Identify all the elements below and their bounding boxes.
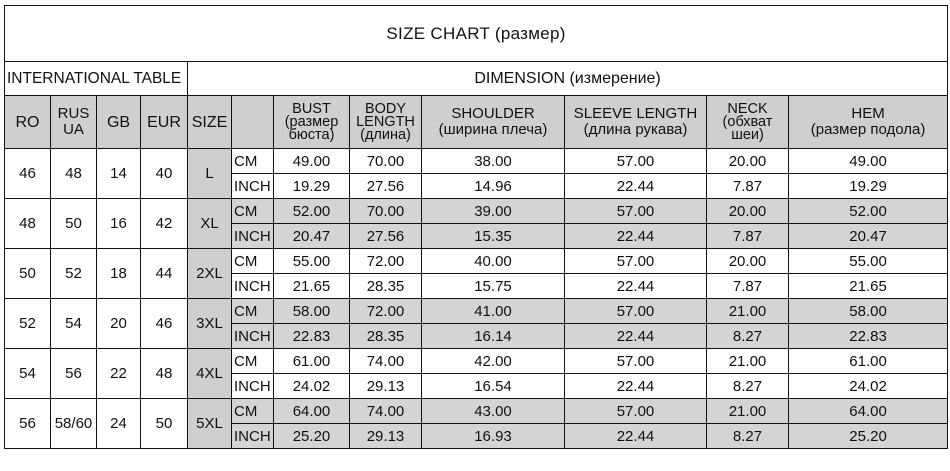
unit-cell: INCH <box>232 274 274 299</box>
table-row <box>5 199 948 224</box>
header-unit <box>232 96 274 149</box>
header-shoulder-line1: SHOULDER <box>451 105 535 122</box>
unit-cell: INCH <box>232 374 274 399</box>
header-rus-ua <box>51 96 97 149</box>
hem-cell: 64.00 <box>789 399 948 424</box>
table-row <box>5 349 948 374</box>
shoulder-cell: 38.00 <box>422 149 565 174</box>
bust-cell: 21.65 <box>274 274 350 299</box>
neck-cell: 8.27 <box>707 424 789 449</box>
header-hem <box>789 96 948 149</box>
eur-cell: 42 <box>141 199 188 249</box>
sleeve-length-cell: 57.00 <box>565 199 707 224</box>
unit-cell: CM <box>232 199 274 224</box>
header-hem-line2: (размер подола) <box>810 121 926 138</box>
sleeve-length-cell: 22.44 <box>565 424 707 449</box>
unit-cell: CM <box>232 349 274 374</box>
body-length-cell: 29.13 <box>350 374 422 399</box>
gb-cell: 18 <box>97 249 141 299</box>
unit-cell: INCH <box>232 224 274 249</box>
neck-cell: 8.27 <box>707 324 789 349</box>
header-body-length-line2: LENGTH <box>356 113 415 130</box>
header-hem-line1: HEM <box>851 105 885 122</box>
neck-cell: 20.00 <box>707 249 789 274</box>
rus-ua-cell: 54 <box>51 299 97 349</box>
unit-cell: CM <box>232 299 274 324</box>
body-length-cell: 70.00 <box>350 149 422 174</box>
shoulder-cell: 39.00 <box>422 199 565 224</box>
sleeve-length-cell: 57.00 <box>565 149 707 174</box>
neck-cell: 20.00 <box>707 199 789 224</box>
body-length-cell: 27.56 <box>350 224 422 249</box>
ro-cell: 50 <box>5 249 51 299</box>
header-bust-line1: BUST <box>292 100 331 117</box>
header-body-length-line3: (длина) <box>360 126 411 143</box>
header-ro: RO <box>5 96 51 149</box>
sleeve-length-cell: 22.44 <box>565 274 707 299</box>
shoulder-cell: 42.00 <box>422 349 565 374</box>
body-length-cell: 28.35 <box>350 274 422 299</box>
size-cell: 4XL <box>188 349 232 399</box>
body-length-cell: 74.00 <box>350 349 422 374</box>
size-cell: 5XL <box>188 399 232 449</box>
table-row <box>5 149 948 174</box>
hem-cell: 24.02 <box>789 374 948 399</box>
size-cell: 2XL <box>188 249 232 299</box>
header-neck-line3: шеи) <box>731 126 764 143</box>
shoulder-cell: 40.00 <box>422 249 565 274</box>
header-bust-line2: (размер <box>284 113 339 130</box>
rus-ua-cell: 52 <box>51 249 97 299</box>
shoulder-cell: 16.93 <box>422 424 565 449</box>
hem-cell: 20.47 <box>789 224 948 249</box>
shoulder-cell: 16.14 <box>422 324 565 349</box>
rus-ua-cell: 48 <box>51 149 97 199</box>
header-body-length-line1: BODY <box>364 100 407 117</box>
bust-cell: 24.02 <box>274 374 350 399</box>
header-size: SIZE <box>188 96 232 149</box>
rus-ua-cell: 50 <box>51 199 97 249</box>
size-chart-table <box>4 5 948 449</box>
gb-cell: 22 <box>97 349 141 399</box>
header-neck-line2: (обхват <box>722 113 773 130</box>
size-chart <box>4 5 947 449</box>
header-sleeve-length-line1: SLEEVE LENGTH <box>573 105 698 122</box>
header-bust-line3: бюста) <box>288 126 335 143</box>
ro-cell: 46 <box>5 149 51 199</box>
neck-cell: 7.87 <box>707 274 789 299</box>
bust-cell: 49.00 <box>274 149 350 174</box>
header-shoulder-line2: (ширина плеча) <box>438 121 548 138</box>
body-length-cell: 29.13 <box>350 424 422 449</box>
header-gb: GB <box>97 96 141 149</box>
bust-cell: 64.00 <box>274 399 350 424</box>
bust-cell: 52.00 <box>274 199 350 224</box>
table-row <box>5 399 948 424</box>
body-length-cell: 72.00 <box>350 249 422 274</box>
hem-cell: 52.00 <box>789 199 948 224</box>
hem-cell: 49.00 <box>789 149 948 174</box>
unit-cell: CM <box>232 399 274 424</box>
sleeve-length-cell: 22.44 <box>565 174 707 199</box>
unit-cell: INCH <box>232 424 274 449</box>
header-eur: EUR <box>141 96 188 149</box>
sleeve-length-cell: 22.44 <box>565 324 707 349</box>
sleeve-length-cell: 57.00 <box>565 399 707 424</box>
body-length-cell: 27.56 <box>350 174 422 199</box>
neck-cell: 7.87 <box>707 224 789 249</box>
size-cell: 3XL <box>188 299 232 349</box>
header-neck <box>707 96 789 149</box>
hem-cell: 22.83 <box>789 324 948 349</box>
sleeve-length-cell: 57.00 <box>565 249 707 274</box>
unit-cell: CM <box>232 249 274 274</box>
hem-cell: 21.65 <box>789 274 948 299</box>
bust-cell: 58.00 <box>274 299 350 324</box>
header-rus-ua-line1: RUS <box>57 105 90 122</box>
bust-cell: 25.20 <box>274 424 350 449</box>
chart-title: SIZE CHART (размер) <box>5 6 948 62</box>
bust-cell: 55.00 <box>274 249 350 274</box>
hem-cell: 58.00 <box>789 299 948 324</box>
body-length-cell: 28.35 <box>350 324 422 349</box>
header-bust <box>274 96 350 149</box>
shoulder-cell: 15.35 <box>422 224 565 249</box>
bust-cell: 61.00 <box>274 349 350 374</box>
header-rus-ua-line2: UA <box>63 121 84 138</box>
sleeve-length-cell: 22.44 <box>565 374 707 399</box>
neck-cell: 7.87 <box>707 174 789 199</box>
unit-cell: INCH <box>232 174 274 199</box>
international-table-label: INTERNATIONAL TABLE <box>5 62 188 96</box>
body-length-cell: 72.00 <box>350 299 422 324</box>
neck-cell: 8.27 <box>707 374 789 399</box>
ro-cell: 54 <box>5 349 51 399</box>
neck-cell: 21.00 <box>707 299 789 324</box>
unit-cell: CM <box>232 149 274 174</box>
hem-cell: 55.00 <box>789 249 948 274</box>
ro-cell: 48 <box>5 199 51 249</box>
neck-cell: 21.00 <box>707 399 789 424</box>
table-row <box>5 249 948 274</box>
header-body-length <box>350 96 422 149</box>
shoulder-cell: 16.54 <box>422 374 565 399</box>
gb-cell: 20 <box>97 299 141 349</box>
eur-cell: 44 <box>141 249 188 299</box>
body-length-cell: 70.00 <box>350 199 422 224</box>
eur-cell: 46 <box>141 299 188 349</box>
header-sleeve-length-line2: (длина рукава) <box>583 121 688 138</box>
bust-cell: 20.47 <box>274 224 350 249</box>
gb-cell: 16 <box>97 199 141 249</box>
ro-cell: 56 <box>5 399 51 449</box>
eur-cell: 50 <box>141 399 188 449</box>
sleeve-length-cell: 57.00 <box>565 299 707 324</box>
hem-cell: 25.20 <box>789 424 948 449</box>
header-neck-line1: NECK <box>727 100 768 117</box>
sleeve-length-cell: 22.44 <box>565 224 707 249</box>
hem-cell: 61.00 <box>789 349 948 374</box>
size-cell: XL <box>188 199 232 249</box>
header-sleeve-length <box>565 96 707 149</box>
hem-cell: 19.29 <box>789 174 948 199</box>
gb-cell: 24 <box>97 399 141 449</box>
header-shoulder <box>422 96 565 149</box>
size-cell: L <box>188 149 232 199</box>
bust-cell: 19.29 <box>274 174 350 199</box>
shoulder-cell: 43.00 <box>422 399 565 424</box>
body-length-cell: 74.00 <box>350 399 422 424</box>
eur-cell: 48 <box>141 349 188 399</box>
neck-cell: 21.00 <box>707 349 789 374</box>
ro-cell: 52 <box>5 299 51 349</box>
bust-cell: 22.83 <box>274 324 350 349</box>
table-row <box>5 299 948 324</box>
gb-cell: 14 <box>97 149 141 199</box>
unit-cell: INCH <box>232 324 274 349</box>
shoulder-cell: 41.00 <box>422 299 565 324</box>
shoulder-cell: 15.75 <box>422 274 565 299</box>
rus-ua-cell: 58/60 <box>51 399 97 449</box>
dimension-label: DIMENSION (измерение) <box>188 62 948 96</box>
shoulder-cell: 14.96 <box>422 174 565 199</box>
rus-ua-cell: 56 <box>51 349 97 399</box>
eur-cell: 40 <box>141 149 188 199</box>
sleeve-length-cell: 57.00 <box>565 349 707 374</box>
neck-cell: 20.00 <box>707 149 789 174</box>
